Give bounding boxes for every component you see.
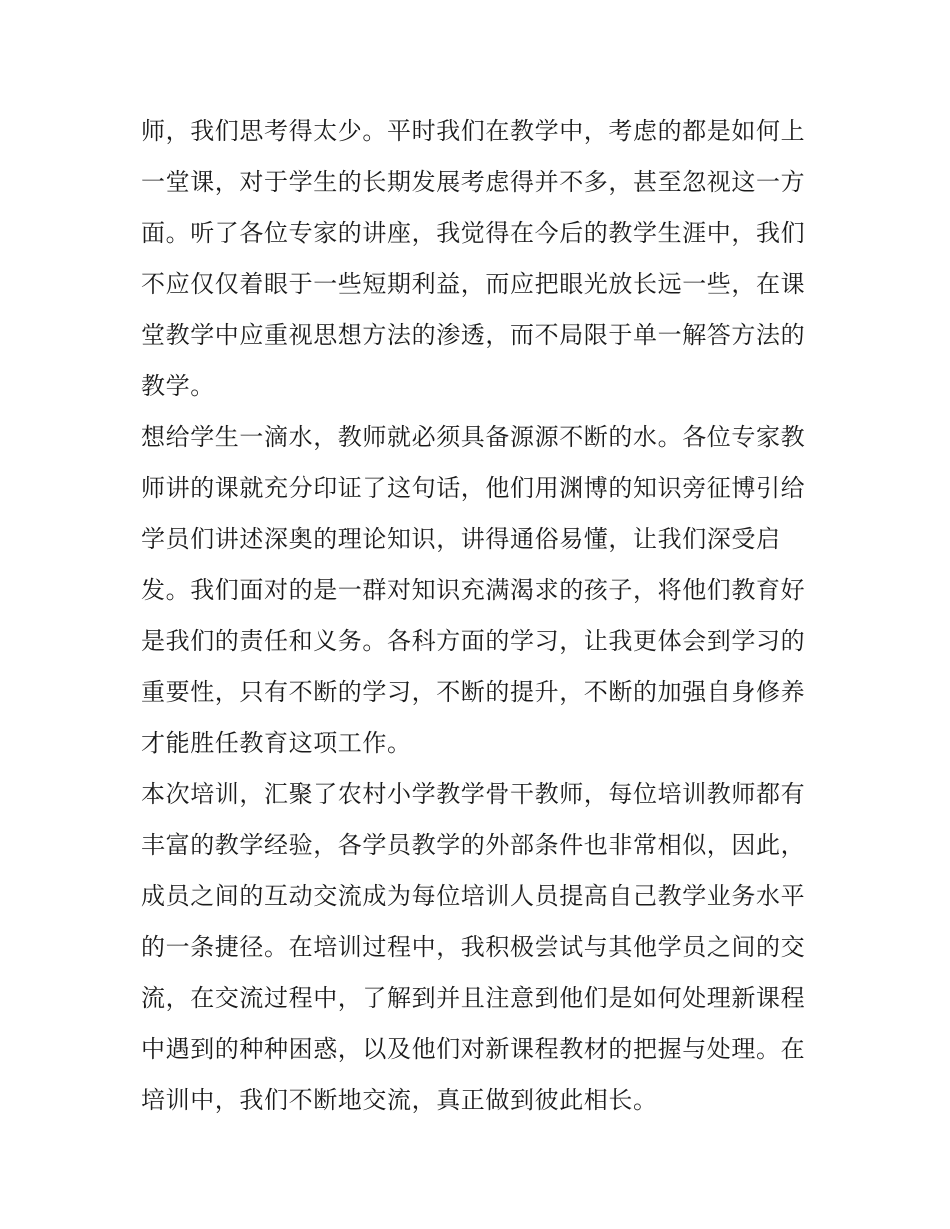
text-line: 不应仅仅着眼于一些短期利益，而应把眼光放长远一些，在课 — [141, 270, 806, 298]
text-line: 重要性，只有不断的学习，不断的提升，不断的加强自身修养 — [141, 678, 806, 706]
text-line: 想给学生一滴水，教师就必须具备源源不断的水。各位专家教 — [141, 423, 806, 451]
text-line: 是我们的责任和义务。各科方面的学习，让我更体会到学习的 — [141, 627, 806, 655]
text-line: 培训中，我们不断地交流，真正做到彼此相长。 — [141, 1086, 658, 1114]
text-line: 的一条捷径。在培训过程中，我积极尝试与其他学员之间的交 — [141, 933, 806, 961]
document-body — [141, 106, 821, 1126]
text-line: 流，在交流过程中，了解到并且注意到他们是如何处理新课程 — [141, 984, 806, 1012]
text-line: 发。我们面对的是一群对知识充满渴求的孩子，将他们教育好 — [141, 576, 806, 604]
text-line: 本次培训，汇聚了农村小学教学骨干教师，每位培训教师都有 — [141, 780, 806, 808]
text-line: 才能胜任教育这项工作。 — [141, 729, 412, 757]
text-line: 教学。 — [141, 372, 215, 400]
text-line: 堂教学中应重视思想方法的渗透，而不局限于单一解答方法的 — [141, 321, 806, 349]
text-line: 面。听了各位专家的讲座，我觉得在今后的教学生涯中，我们 — [141, 219, 806, 247]
text-line: 一堂课，对于学生的长期发展考虑得并不多，甚至忽视这一方 — [141, 168, 806, 196]
text-line: 师讲的课就充分印证了这句话，他们用渊博的知识旁征博引给 — [141, 474, 806, 502]
text-line: 师，我们思考得太少。平时我们在教学中，考虑的都是如何上 — [141, 117, 806, 145]
text-line: 学员们讲述深奥的理论知识，讲得通俗易懂，让我们深受启 — [141, 525, 781, 553]
text-line: 成员之间的互动交流成为每位培训人员提高自己教学业务水平 — [141, 882, 806, 910]
text-line: 中遇到的种种困惑，以及他们对新课程教材的把握与处理。在 — [141, 1035, 806, 1063]
text-line: 丰富的教学经验，各学员教学的外部条件也非常相似，因此， — [141, 831, 806, 859]
